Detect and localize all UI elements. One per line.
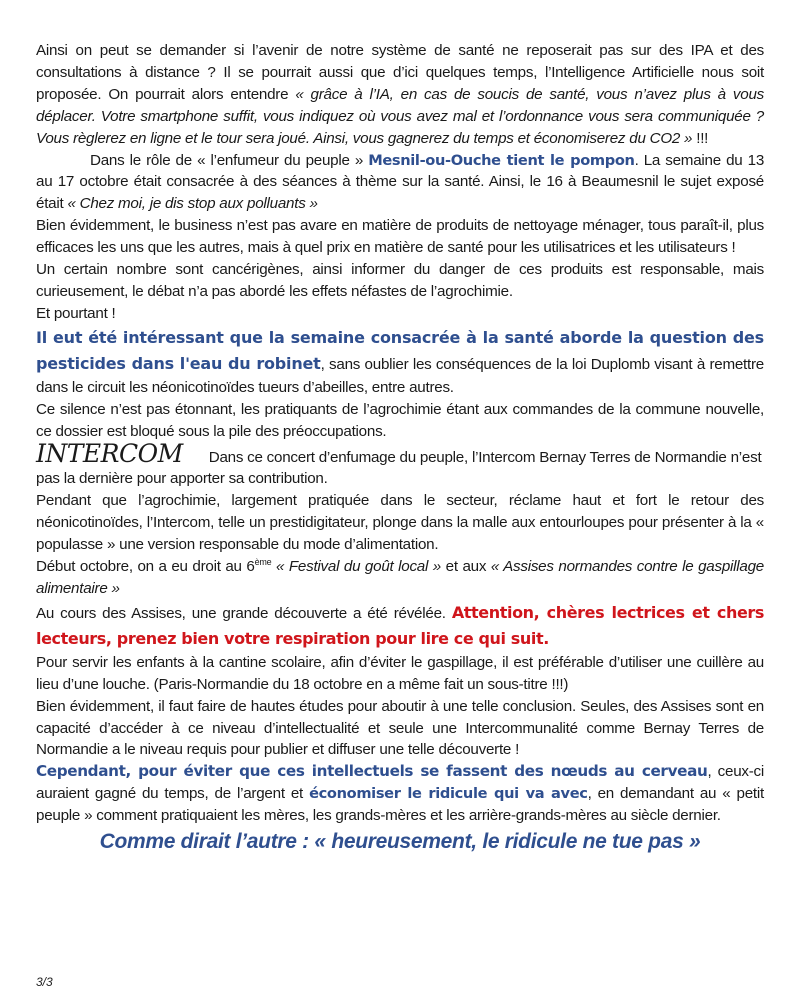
document-page <box>36 40 764 857</box>
paragraph-etudes: Bien évidemment, il faut faire de hautes études pour aboutir à une telle conclusion. Seules, des Assises sont en capacité d’accéder à ce niveau d’intellectualité et seule une Intercommunalité comme Bernay Terres de Normandie a le niveau requis pour publier et diffuser une telle découverte ! <box>36 697 764 759</box>
highlight-attention: Attention, chères lectrices et chers lecteurs, prenez bien votre respiration pour lire ce qui suit. <box>36 602 765 648</box>
text: Dans le rôle de « l’enfumeur du peuple » <box>90 151 369 169</box>
text: Dans ce concert d’enfumage du peuple, l’Intercom Bernay Terres de Normandie n’est pas la dernière pour apporter sa contribution. <box>36 448 762 488</box>
festival-quote: « Festival du goût local » <box>271 558 441 576</box>
text: , en demandant au « petit peuple » comment pratiquaient les mères, les grands-mères et les arrière-grands-mères au siècle dernier. <box>36 785 764 825</box>
paragraph-cantine: Pour servir les enfants à la cantine scolaire, afin d’éviter le gaspillage, il est préférable d’utiliser une cuillère au lieu d’une louche. (Paris-Normandie du 18 octobre en a même fait un sous-titre !!!) <box>36 653 764 693</box>
paragraph-cancer: Un certain nombre sont cancérigènes, ainsi informer du danger de ces produits est responsable, mais curieusement, le débat n’a pas abordé les effets néfastes de l’agrochimie. <box>36 261 764 300</box>
highlight-mesnil: Mesnil-ou-Ouche tient le pompon <box>368 151 635 169</box>
paragraph-et-pourtant: Et pourtant ! <box>36 304 116 322</box>
superscript: ème <box>254 556 272 567</box>
ia-quote: « grâce à l’IA, en cas de soucis de santé, vous n’avez plus à vous déplacer. Votre smartphone suffit, vous indiquez où vous avez mal et l’ordonnance vous sera communiquée ? Vous règlerez en ligne et le tour sera joué. Ainsi, vous gagnerez du temps et économiserez du CO2 » <box>36 85 764 147</box>
topic-quote: « Chez moi, je dis stop aux polluants » <box>67 195 318 213</box>
page-number: 3/3 <box>36 975 53 989</box>
paragraph-ia <box>36 40 764 150</box>
text: et aux <box>440 558 491 576</box>
text: , sans oublier les conséquences de la loi Duplomb visant à remettre dans le circuit les néonicotinoïdes tueurs d’abeilles, entre autres. <box>36 355 765 396</box>
paragraph-pesticides <box>36 325 764 399</box>
closing-quote: Comme dirait l’autre : « heureusement, le ridicule ne tue pas » <box>99 830 701 854</box>
text: Au cours des Assises, une grande découverte a été révélée. <box>36 604 452 622</box>
intercom-heading: INTERCOM <box>36 438 183 468</box>
text: , ceux-ci auraient gagné du temps, de l’argent et <box>36 763 765 803</box>
text: Début octobre, on a eu droit au 6 <box>36 558 255 576</box>
assises-quote: « Assises normandes contre le gaspillage alimentaire » <box>36 558 765 597</box>
paragraph-intercom <box>36 438 764 491</box>
paragraph-festival <box>36 556 764 600</box>
paragraph-agrochimie: Pendant que l’agrochimie, largement pratiquée dans le secteur, réclame haut et fort le retour des néonicotinoïdes, l’Intercom, telle un prestidigitateur, plonge dans la malle aux entourloupes pour présenter à la « populasse » une version responsable du mode d’alimentation. <box>36 492 764 554</box>
text: . La semaine du 13 au 17 octobre était consacrée à des séances à thème sur la santé. Ainsi, le 16 à Beaumesnil le sujet exposé était <box>36 151 765 213</box>
paragraph-silence: Ce silence n’est pas étonnant, les pratiquants de l’agrochimie étant aux commandes de la commune nouvelle, ce dossier est bloqué sous la pile des préoccupations. <box>36 400 764 440</box>
text: !!! <box>692 129 709 147</box>
paragraph-cependant <box>36 761 764 827</box>
highlight-pesticides: Il eut été intéressant que la semaine consacrée à la santé aborde la question des pesticides dans l'eau du robinet <box>36 327 764 373</box>
paragraph-business: Bien évidemment, le business n’est pas avare en matière de produits de nettoyage ménager, tous paraît-il, plus efficaces les uns que les autres, mais à quel prix en matière de santé pour les utilisatrices et les utilisateurs ! <box>36 217 764 257</box>
highlight-cependant: Cependant, pour éviter que ces intellectuels se fassent des nœuds au cerveau <box>36 762 708 781</box>
highlight-ridicule: économiser le ridicule qui va avec <box>309 785 588 803</box>
text: Ainsi on peut se demander si l’avenir de notre système de santé ne reposerait pas sur des IPA et des consultations à distance ? Il se pourrait aussi que d’ici quelques temps, l’Intelligence Artificielle nous soit proposée. On pourrait alors entendre <box>36 42 764 103</box>
paragraph-decouverte <box>36 600 764 652</box>
paragraph-mesnil <box>36 150 764 216</box>
